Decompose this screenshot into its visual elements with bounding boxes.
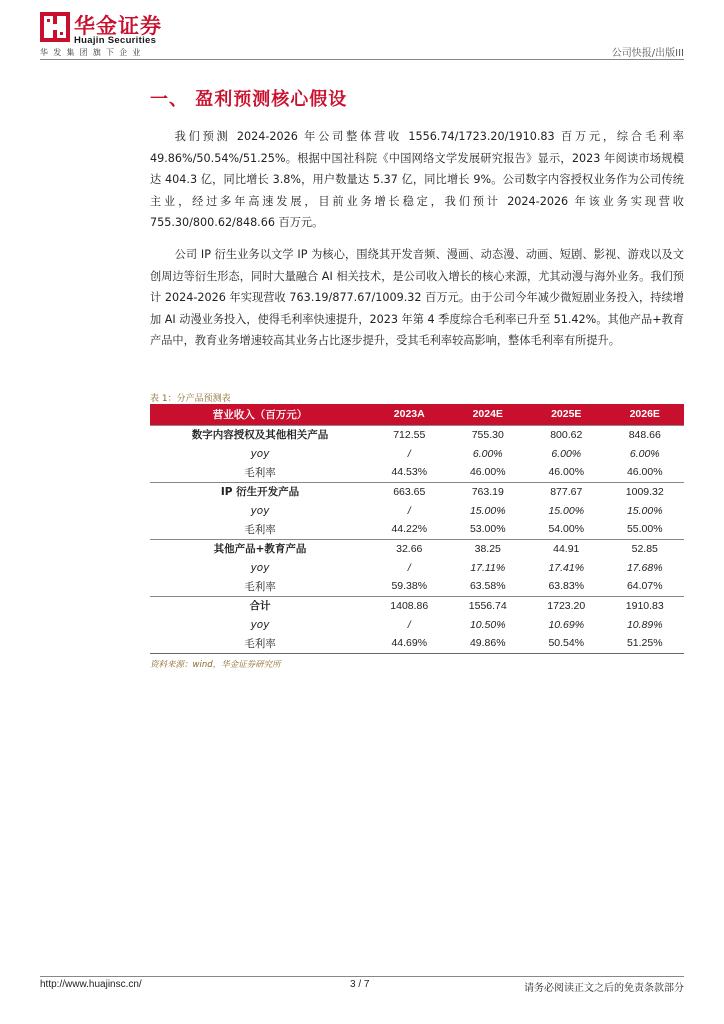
table-cell: 10.69%: [548, 618, 585, 631]
header-divider: [40, 59, 684, 60]
table-cell: 6.00%: [629, 447, 660, 460]
table-cell: 6.00%: [472, 447, 503, 460]
page-header: [40, 10, 684, 60]
table-cell: 63.58%: [469, 580, 506, 593]
table-row: [150, 558, 684, 577]
table-cell: 663.65: [370, 482, 449, 501]
table-cell: 1408.86: [370, 596, 449, 615]
table-cell: 46.00%: [548, 466, 585, 479]
row-label: 数字内容授权及其他相关产品: [150, 425, 370, 444]
table-cell: 800.62: [527, 425, 606, 444]
table-cell: 15.00%: [626, 504, 663, 517]
table-row: [150, 444, 684, 463]
paragraph-revenue-forecast: 我们预测 2024-2026 年公司整体营收 1556.74/1723.20/1910.83 百万元，综合毛利率 49.86%/50.54%/51.25%。根据中国社科院《中国网络文学发展研究报告》显示，2023 年阅读市场规模达 404.3 亿，同比增长 3.8%，用户数量达 5.37 亿，同比增长 9%。公司数字内容授权业务作为公司传统主业，经过多年高速发展，目前业务增长稳定，我们预计 2024-2026 年该业务实现营收 755.30/800.62/848.66 百万元。: [150, 130, 684, 229]
paragraph-ip-derivative: 公司 IP 衍生业务以文学 IP 为核心，围绕其开发音频、漫画、动态漫、动画、短剧、影视、游戏以及文创周边等衍生形态，同时大量融合 AI 相关技术，是公司收入增长的核心来源，尤其动漫与海外业务。我们预计 2024-2026 年实现营收 763.19/877.67/1009.32 百万元。由于公司今年减少微短剧业务投入，持续增加 AI 动漫业务投入，使得毛利率快速提升，2023 年第 4 季度综合毛利率已升至 51.42%。其他产品+教育产品中，教育业务增速较高其业务占比逐步提升，受其毛利率较高影响，整体毛利率有所提升。: [150, 248, 684, 347]
logo-cn-text: 华金证券: [74, 14, 162, 38]
table-cell: 44.91: [527, 539, 606, 558]
table-cell: 53.00%: [469, 523, 506, 536]
disclaimer-notice: 请务必阅读正文之后的免责条款部分: [524, 983, 684, 994]
table-body: [150, 425, 684, 653]
table-cell: 50.54%: [527, 634, 606, 653]
table-row: [150, 634, 684, 653]
table-row: [150, 577, 684, 596]
table-header-cell: 2023A: [370, 404, 449, 425]
page-number: 3 / 7: [350, 979, 370, 990]
table-cell: /: [407, 447, 411, 460]
footer-website-link[interactable]: http://www.huajinsc.cn/: [40, 979, 142, 990]
table-cell: 32.66: [370, 539, 449, 558]
table-cell: 64.07%: [626, 580, 663, 593]
table-cell: 46.00%: [626, 466, 663, 479]
table-cell: /: [407, 561, 411, 574]
table-row: [150, 425, 684, 444]
section-title: 一、 盈利预测核心假设: [150, 89, 348, 110]
table-cell: 877.67: [527, 482, 606, 501]
row-label: 其他产品+教育产品: [150, 539, 370, 558]
row-label: yoy: [250, 618, 270, 631]
table-header-cell: 2026E: [606, 404, 685, 425]
row-label: yoy: [250, 504, 270, 517]
table-row: [150, 463, 684, 482]
table-cell: 17.11%: [470, 561, 506, 574]
row-label: 毛利率: [150, 634, 370, 653]
table-cell: 1910.83: [606, 596, 685, 615]
product-forecast-table: [150, 404, 684, 654]
table-source: 资料来源：wind，华金证券研究所: [150, 660, 281, 670]
row-label: 毛利率: [244, 580, 276, 593]
row-label: 毛利率: [244, 523, 276, 536]
table-cell: 6.00%: [551, 447, 582, 460]
table-cell: 17.68%: [626, 561, 663, 574]
row-label: 毛利率: [244, 466, 276, 479]
table-cell: 44.69%: [370, 634, 449, 653]
table-cell: 44.22%: [391, 523, 428, 536]
table-cell: 755.30: [449, 425, 528, 444]
table-cell: 63.83%: [548, 580, 585, 593]
table-cell: 38.25: [449, 539, 528, 558]
table-header-cell: 营业收入（百万元）: [150, 404, 370, 425]
table-cell: 763.19: [449, 482, 528, 501]
table-cell: 59.38%: [391, 580, 428, 593]
table-cell: 15.00%: [469, 504, 506, 517]
doc-type-label: 公司快报/出版III: [611, 48, 684, 59]
footer-divider: [40, 976, 684, 977]
table-cell: 44.53%: [391, 466, 428, 479]
table-cell: 1009.32: [606, 482, 685, 501]
table-cell: 10.50%: [469, 618, 506, 631]
table-cell: 1556.74: [449, 596, 528, 615]
table-cell: 17.41%: [548, 561, 585, 574]
table-header-cell: 2024E: [449, 404, 528, 425]
table-row: [150, 482, 684, 501]
table-row: [150, 596, 684, 615]
table-cell: 1723.20: [527, 596, 606, 615]
table-header-cell: 2025E: [527, 404, 606, 425]
table-row: [150, 539, 684, 558]
huajin-logo-icon: [40, 12, 70, 42]
table-row: [150, 520, 684, 539]
table-row: [150, 615, 684, 634]
table-cell: 49.86%: [449, 634, 528, 653]
table-cell: 51.25%: [606, 634, 685, 653]
table-header-row: [150, 404, 684, 425]
company-logo: [40, 10, 180, 50]
table-cell: 15.00%: [548, 504, 585, 517]
table-cell: 46.00%: [469, 466, 506, 479]
row-label: 合计: [150, 596, 370, 615]
header-slogan: 华发集团旗下企业: [40, 48, 146, 57]
row-label: IP 衍生开发产品: [150, 482, 370, 501]
table-row: [150, 501, 684, 520]
table-cell: /: [407, 504, 411, 517]
table-cell: 712.55: [370, 425, 449, 444]
table-caption: 表 1：分产品预测表: [150, 394, 231, 404]
table-cell: /: [407, 618, 411, 631]
table-cell: 52.85: [606, 539, 685, 558]
row-label: yoy: [250, 561, 270, 574]
table-cell: 54.00%: [548, 523, 585, 536]
table-cell: 848.66: [606, 425, 685, 444]
row-label: yoy: [250, 447, 270, 460]
logo-en-text: Huajin Securities: [74, 35, 157, 46]
table-cell: 10.89%: [626, 618, 663, 631]
table-cell: 55.00%: [626, 523, 663, 536]
